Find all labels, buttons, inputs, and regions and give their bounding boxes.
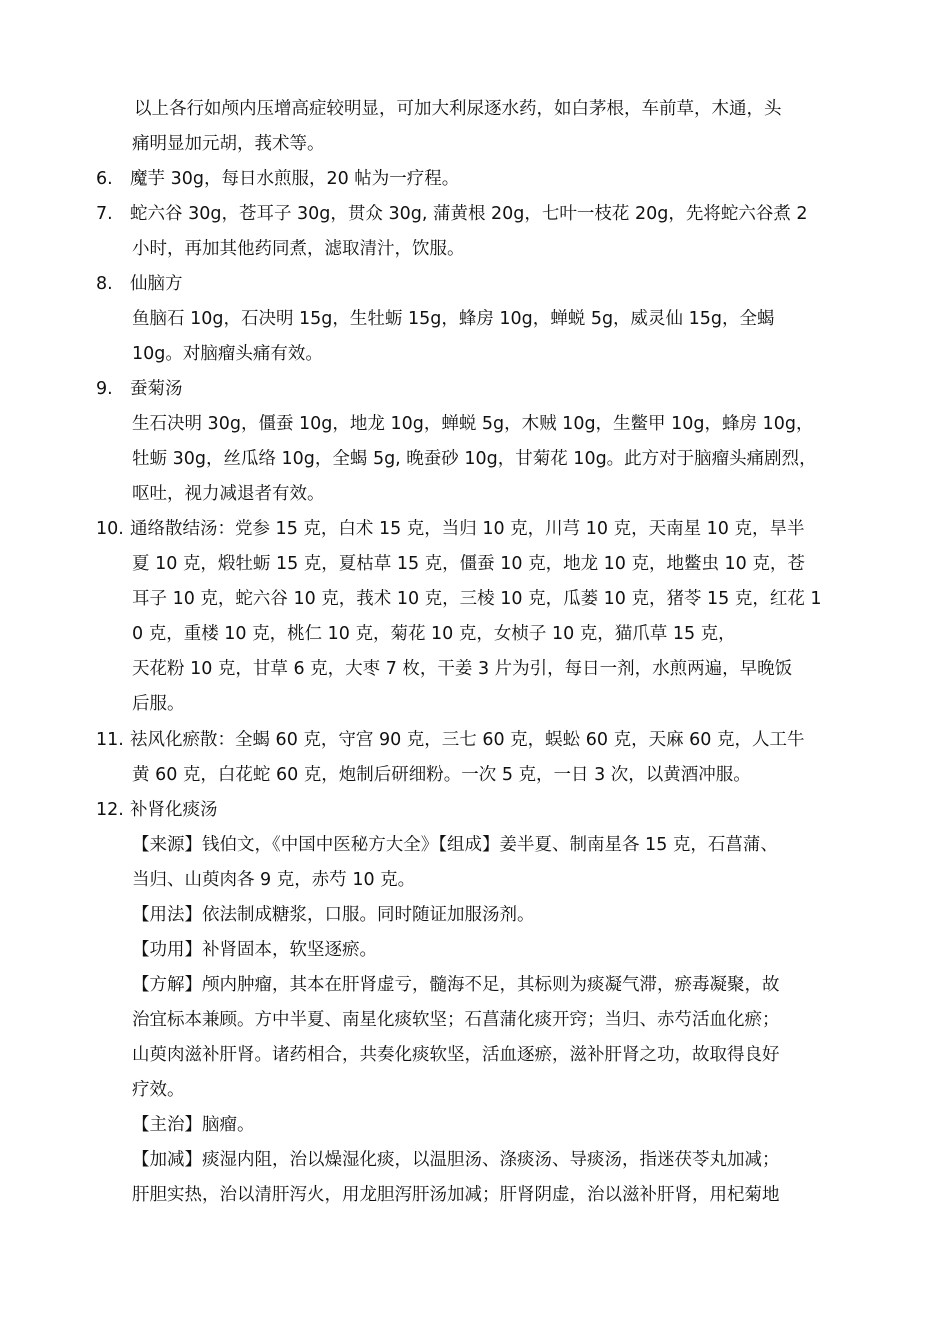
list-item-text: 山萸肉滋补肝肾。诸药相合，共奏化痰软坚，活血逐瘀，滋补肝肾之功，故取得良好 <box>132 1045 780 1065</box>
list-item-text: 当归、山萸肉各 9 克，赤芍 10 克。 <box>132 870 416 890</box>
list-item-text: 耳子 10 克，蛇六谷 10 克，莪术 10 克，三棱 10 克，瓜蒌 10 克，猪苓 15 克，红花 1 <box>132 589 822 609</box>
list-number: 6. <box>96 169 113 189</box>
list-item-text: 【来源】钱伯文，《中国中医秘方大全》【组成】姜半夏、制南星各 15 克，石菖蒲、 <box>132 835 778 855</box>
list-item-title: 仙脑方 <box>130 274 183 294</box>
list-number: 8. <box>96 274 113 294</box>
list-item-text: 0 克，重楼 10 克，桃仁 10 克，菊花 10 克，女桢子 10 克，猫爪草 15 克， <box>132 624 736 644</box>
paragraph-line: 以上各行如颅内压增高症较明显，可加大利尿逐水药，如白茅根，车前草，木通，头 <box>134 99 782 119</box>
list-item-text: 牡蛎 30g，丝瓜络 10g，全蝎 5g, 晚蚕砂 10g，甘菊花 10g。此方对于脑瘤头痛剧烈， <box>132 449 817 469</box>
list-item-text: 祛风化瘀散：全蝎 60 克，守宫 90 克，三七 60 克，蜈蚣 60 克，天麻 60 克，人工牛 <box>130 730 805 750</box>
list-item-text: 通络散结汤：党参 15 克，白术 15 克，当归 10 克，川芎 10 克，天南星 10 克，旱半 <box>130 519 805 539</box>
list-item-text: 小时，再加其他药同煮，滤取清汁，饮服。 <box>132 239 465 259</box>
list-item-text: 蛇六谷 30g，苍耳子 30g，贯众 30g, 蒲黄根 20g，七叶一枝花 20g，先将蛇六谷煮 2 <box>130 204 808 224</box>
list-item-text: 呕吐，视力减退者有效。 <box>132 484 325 504</box>
list-item-text: 疗效。 <box>132 1080 185 1100</box>
list-item-text: 【方解】颅内肿瘤，其本在肝肾虚亏，髓海不足，其标则为痰凝气滞，瘀毒凝聚，故 <box>132 975 780 995</box>
paragraph-line: 痛明显加元胡，莪术等。 <box>132 134 325 154</box>
list-item-text: 【主治】脑瘤。 <box>132 1115 255 1135</box>
list-item-text: 【加减】痰湿内阻，治以燥湿化痰，以温胆汤、涤痰汤、导痰汤，指迷茯苓丸加减； <box>132 1150 780 1170</box>
list-item-text: 夏 10 克，煅牡蛎 15 克，夏枯草 15 克，僵蚕 10 克，地龙 10 克，地鳖虫 10 克，苍 <box>132 554 805 574</box>
list-item-text: 鱼脑石 10g，石决明 15g，生牡蛎 15g，蜂房 10g，蝉蜕 5g，威灵仙 15g，全蝎 <box>132 309 775 329</box>
list-number: 9. <box>96 379 113 399</box>
list-number: 7. <box>96 204 113 224</box>
list-item-text: 黄 60 克，白花蛇 60 克，炮制后研细粉。一次 5 克，一日 3 次，以黄酒冲服。 <box>132 765 751 785</box>
list-item-text: 肝胆实热，治以清肝泻火，用龙胆泻肝汤加减；肝肾阴虚，治以滋补肝肾，用杞菊地 <box>132 1185 780 1205</box>
list-number: 12. <box>96 800 124 820</box>
list-item-text: 【用法】依法制成糖浆，口服。同时随证加服汤剂。 <box>132 905 535 925</box>
list-item-text: 【功用】补肾固本，软坚逐瘀。 <box>132 940 377 960</box>
list-item-title: 蚕菊汤 <box>130 379 183 399</box>
list-item-text: 10g。对脑瘤头痛有效。 <box>132 344 323 364</box>
list-number: 11. <box>96 730 124 750</box>
list-item-text: 治宜标本兼顾。方中半夏、南星化痰软坚；石菖蒲化痰开窍；当归、赤芍活血化瘀； <box>132 1010 780 1030</box>
list-item-text: 生石决明 30g，僵蚕 10g，地龙 10g，蝉蜕 5g，木贼 10g，生鳖甲 10g，蜂房 10g， <box>132 414 814 434</box>
list-number: 10. <box>96 519 124 539</box>
list-item-text: 魔芋 30g，每日水煎服，20 帖为一疗程。 <box>130 169 460 189</box>
list-item-text: 天花粉 10 克，甘草 6 克，大枣 7 枚，干姜 3 片为引，每日一剂，水煎两遍，早晚饭 <box>132 659 793 679</box>
list-item-text: 后服。 <box>132 694 185 714</box>
list-item-title: 补肾化痰汤 <box>130 800 218 820</box>
